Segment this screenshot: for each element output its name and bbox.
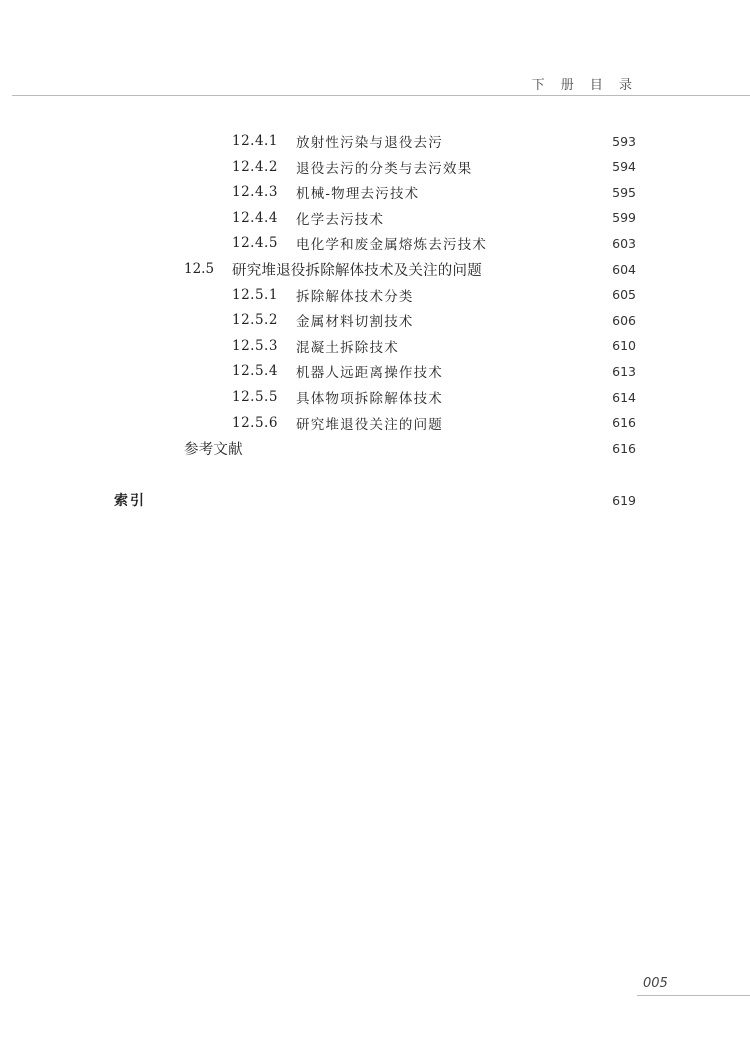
- toc-entry-title: 放射性污染与退役去污: [296, 135, 443, 151]
- toc-entry-number: 12.4.1: [232, 133, 278, 149]
- toc-leader-dots: [451, 130, 604, 152]
- toc-entry-page: 603: [612, 235, 636, 251]
- toc-entry-12-4-5[interactable]: [232, 232, 636, 254]
- toc-leader-dots: [451, 412, 604, 434]
- toc-leader-dots: [495, 232, 604, 254]
- toc-entry-title: 拆除解体技术分类: [296, 288, 414, 305]
- toc-entry-number: 12.5.3: [232, 337, 278, 354]
- header-divider: [12, 95, 750, 96]
- toc-leader-dots: [422, 309, 604, 331]
- toc-entry-12-4-3[interactable]: [232, 181, 636, 203]
- toc-leader-dots: [422, 284, 604, 306]
- toc-leader-dots: [392, 207, 604, 229]
- toc-entry-page: 599: [612, 210, 636, 226]
- toc-entry-references[interactable]: [184, 437, 636, 459]
- toc-entry-page: 616: [612, 415, 636, 431]
- toc-entry-title: 混凝土拆除技术: [296, 339, 399, 356]
- toc-entry-title: 电化学和废金属熔炼去污技术: [296, 237, 488, 254]
- toc-entry-page: 610: [612, 338, 636, 354]
- toc-entry-number: 12.5.1: [232, 286, 278, 303]
- toc-entry-title: 研究堆退役关注的问题: [296, 416, 443, 433]
- toc-entry-12-5-4[interactable]: [232, 360, 636, 382]
- toc-entry-page: 616: [612, 440, 636, 456]
- toc-entry-index[interactable]: [114, 489, 636, 511]
- toc-entry-title: 具体物项拆除解体技术: [296, 391, 443, 407]
- toc-leader-dots: [451, 360, 604, 382]
- toc-entry-page: 594: [612, 159, 636, 175]
- toc-entry-page: 604: [612, 261, 636, 277]
- toc-entry-number: 12.5.4: [232, 363, 278, 380]
- toc-entry-page: 614: [612, 389, 636, 405]
- running-header-title: 下 册 目 录: [531, 78, 638, 93]
- footer-divider: [637, 995, 750, 996]
- toc-entry-title: 参考文献: [184, 441, 243, 458]
- toc-entry-12-5-5[interactable]: [232, 386, 636, 408]
- toc-entry-12-5-3[interactable]: [232, 335, 636, 357]
- toc-leader-dots: [251, 437, 604, 459]
- toc-entry-title: 索引: [114, 493, 146, 509]
- toc-entry-number: 12.5.2: [232, 312, 278, 329]
- toc-entry-12-4-4[interactable]: [232, 207, 636, 229]
- page-number: 005: [643, 976, 668, 991]
- toc-entry-title: 金属材料切割技术: [296, 314, 414, 331]
- toc-entry-number: 12.4.3: [232, 184, 278, 201]
- toc-entry-title: 退役去污的分类与去污效果: [296, 160, 473, 177]
- toc-entry-number: 12.5.6: [232, 414, 278, 431]
- toc-entry-title: 化学去污技术: [296, 211, 385, 228]
- toc-entry-page: 593: [612, 133, 636, 149]
- toc-leader-dots: [451, 386, 604, 408]
- toc-entry-12-5-1[interactable]: [232, 284, 636, 306]
- toc-leader-dots: [154, 489, 604, 511]
- toc-entry-title: 机器人远距离操作技术: [296, 365, 443, 382]
- toc-entry-title: 研究堆退役拆除解体技术及关注的问题: [232, 262, 482, 279]
- toc-leader-dots: [407, 335, 604, 357]
- toc-entry-page: 606: [612, 312, 636, 328]
- toc-entry-12-5-2[interactable]: [232, 309, 636, 331]
- toc-leader-dots: [480, 156, 604, 178]
- toc-entry-page: 619: [612, 492, 636, 508]
- toc-entry-number: 12.4.2: [232, 158, 278, 175]
- toc-entry-page: 605: [612, 287, 636, 303]
- toc-entry-title: 机械-物理去污技术: [296, 186, 420, 203]
- toc-entry-12-5-6[interactable]: [232, 412, 636, 434]
- toc-entry-page: 595: [612, 184, 636, 200]
- toc-entry-12-4-2[interactable]: [232, 156, 636, 178]
- toc-entry-12-5[interactable]: [184, 258, 636, 280]
- toc-entry-number: 12.4.5: [232, 235, 278, 252]
- toc-leader-dots: [427, 181, 604, 203]
- toc-entry-page: 613: [612, 363, 636, 379]
- toc-entry-number: 12.4.4: [232, 209, 278, 226]
- toc-entry-12-4-1[interactable]: [232, 130, 636, 152]
- toc-entry-number: 12.5: [184, 261, 215, 277]
- toc-leader-dots: [490, 258, 604, 280]
- toc-entry-number: 12.5.5: [232, 389, 278, 405]
